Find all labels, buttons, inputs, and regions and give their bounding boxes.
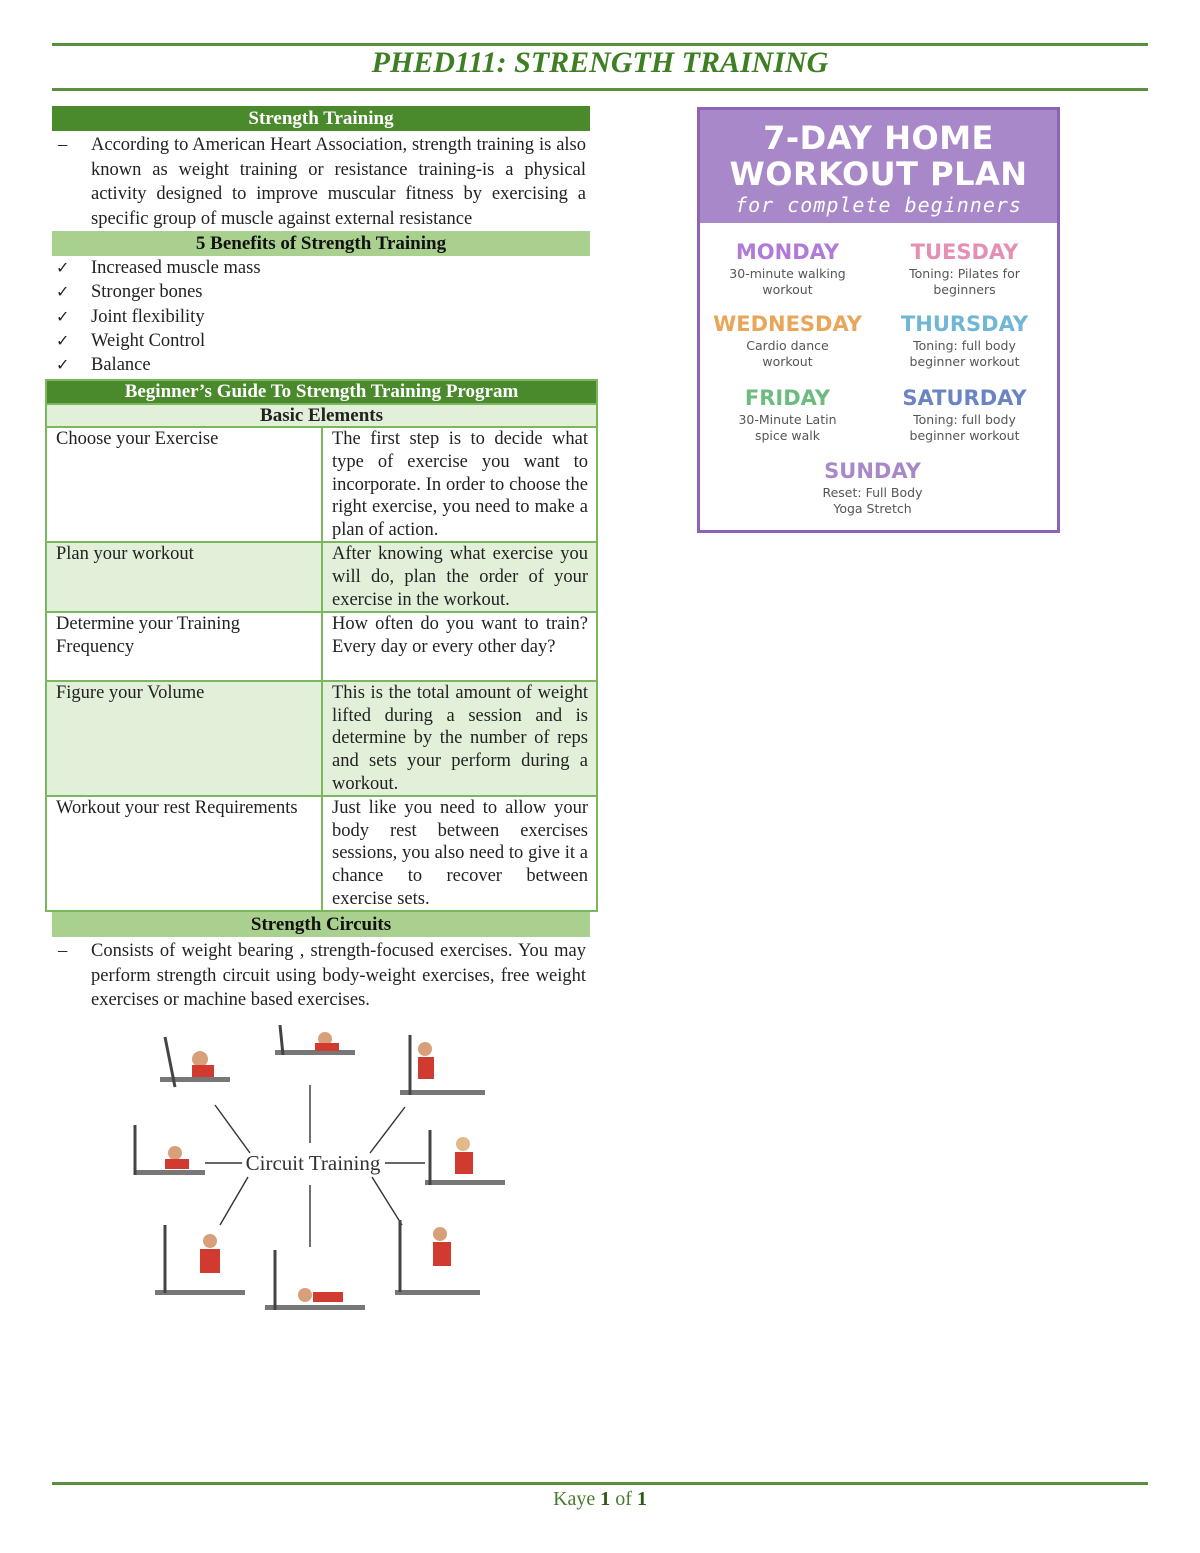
day-name: SUNDAY	[824, 459, 921, 483]
footer-rule	[52, 1482, 1148, 1485]
definition-paragraph	[52, 133, 590, 231]
circuit-training-diagram	[120, 1025, 515, 1315]
table-row	[46, 796, 597, 911]
section-heading-strength-training: Strength Training	[52, 106, 590, 131]
benefit-label: Joint flexibility	[91, 306, 205, 327]
element-cell: Figure your Volume	[46, 681, 322, 796]
plan-day	[785, 457, 960, 517]
benefit-label: Stronger bones	[91, 282, 203, 303]
plan-day	[877, 238, 1052, 298]
table-row	[46, 681, 597, 796]
day-line1: Toning: full body	[913, 338, 1016, 353]
plan-header	[700, 110, 1057, 223]
circuit-training-label: Circuit Training	[245, 1151, 381, 1175]
description-cell: How often do you want to train? Every day or every other day?	[322, 612, 597, 681]
day-line1: Reset: Full Body	[822, 485, 923, 500]
day-name: MONDAY	[735, 240, 840, 264]
day-name: SATURDAY	[902, 386, 1027, 410]
day-line2: beginner workout	[909, 354, 1020, 369]
element-cell: Determine your Training Frequency	[46, 612, 322, 681]
benefit-item	[52, 329, 590, 353]
day-line2: workout	[762, 354, 813, 369]
footer-author: Kaye	[553, 1488, 596, 1510]
day-name: FRIDAY	[744, 386, 831, 410]
benefit-item	[52, 280, 590, 304]
element-cell: Choose your Exercise	[46, 427, 322, 542]
page-title: PHED111: STRENGTH TRAINING	[371, 46, 829, 79]
dash-bullet: –	[58, 941, 68, 962]
benefit-label: Weight Control	[91, 330, 206, 351]
circuit-training-figure	[120, 1025, 515, 1315]
benefits-list	[52, 256, 590, 377]
description-cell: This is the total amount of weight lifted during a session and is determine by the number of reps and sets your perform during a workout.	[322, 681, 597, 796]
benefit-item	[52, 256, 590, 280]
benefit-item	[52, 305, 590, 329]
day-line2: spice walk	[754, 428, 821, 443]
guide-subtitle: Basic Elements	[46, 404, 597, 427]
day-line1: Cardio dance	[746, 338, 829, 353]
table-row	[46, 542, 597, 612]
page-footer	[0, 1488, 1200, 1511]
section-heading-strength-circuits: Strength Circuits	[52, 912, 590, 937]
left-column	[45, 106, 598, 1013]
circuits-paragraph	[52, 939, 590, 1013]
element-cell: Plan your workout	[46, 542, 322, 612]
plan-day	[700, 384, 875, 444]
plan-day	[700, 310, 875, 370]
benefit-label: Balance	[91, 355, 151, 376]
day-line1: 30-Minute Latin	[738, 412, 837, 427]
plan-day	[877, 384, 1052, 444]
footer-page-total: 1	[636, 1488, 647, 1510]
circuits-text: Consists of weight bearing , strength-focused exercises. You may perform strength circuit using body-weight exercises, free weight exercises or machine based exercises.	[91, 941, 586, 1011]
benefit-item	[52, 353, 590, 377]
table-row	[46, 427, 597, 542]
day-line1: Toning: full body	[913, 412, 1016, 427]
footer-of: of	[615, 1488, 632, 1510]
header-rule-bottom	[52, 88, 1148, 91]
day-line1: Toning: Pilates for	[909, 266, 1020, 281]
day-name: TUESDAY	[910, 240, 1019, 264]
check-icon: ✓	[56, 306, 70, 326]
workout-plan-card	[697, 107, 1060, 533]
day-line2: beginners	[933, 282, 996, 297]
dash-bullet: –	[58, 135, 68, 155]
plan-title-line1: 7-DAY HOME	[763, 119, 994, 157]
day-line1: 30-minute walking	[729, 266, 846, 281]
day-name: WEDNESDAY	[713, 312, 862, 336]
day-line2: Yoga Stretch	[833, 501, 912, 516]
plan-title-line2: WORKOUT PLAN	[729, 155, 1028, 193]
section-heading-benefits: 5 Benefits of Strength Training	[52, 231, 590, 256]
day-line2: workout	[762, 282, 813, 297]
check-icon: ✓	[56, 330, 70, 350]
plan-day	[700, 238, 875, 298]
day-line2: beginner workout	[909, 428, 1020, 443]
check-icon: ✓	[56, 282, 70, 302]
description-cell: After knowing what exercise you will do, plan the order of your exercise in the workout.	[322, 542, 597, 612]
guide-title: Beginner’s Guide To Strength Training Program	[46, 380, 597, 404]
plan-day	[877, 310, 1052, 370]
beginners-guide-table	[45, 379, 598, 912]
day-name: THURSDAY	[900, 312, 1029, 336]
plan-subtitle: for complete beginners	[735, 193, 1022, 217]
description-cell: The first step is to decide what type of exercise you want to incorporate. In order to choose the right exercise, you need to make a plan of action.	[322, 427, 597, 542]
check-icon: ✓	[56, 258, 70, 277]
table-row	[46, 612, 597, 681]
check-icon: ✓	[56, 355, 70, 375]
element-cell: Workout your rest Requirements	[46, 796, 322, 911]
description-cell: Just like you need to allow your body rest between exercises sessions, you also need to give it a chance to recover between exercise sets.	[322, 796, 597, 911]
benefit-label: Increased muscle mass	[91, 258, 261, 278]
footer-page-number: 1	[600, 1488, 611, 1510]
definition-text: According to American Heart Association, strength training is also known as weight training or resistance training-is a physical activity designed to improve muscular fitness by exercising a specific group of muscle against external resistance	[91, 135, 586, 229]
